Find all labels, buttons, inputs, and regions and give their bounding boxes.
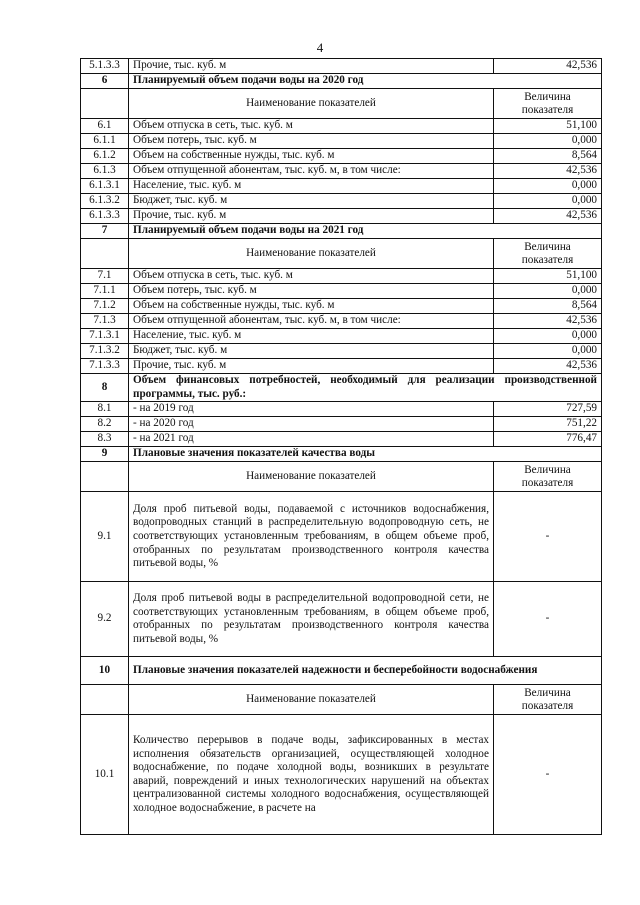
table-row xyxy=(81,417,602,432)
table-row xyxy=(81,329,602,344)
row-number: 6.1.3 xyxy=(81,164,129,179)
column-header-row xyxy=(81,685,602,715)
table-row xyxy=(81,402,602,417)
row-number: 6.1 xyxy=(81,119,129,134)
row-number: 8.3 xyxy=(81,432,129,447)
row-number: 5.1.3.3 xyxy=(81,59,129,74)
row-name: Доля проб питьевой воды в распределительной водопроводной сети, не соответствующих установленным требованиям, в общем объеме проб, отобранных по результатам производственного контроля качества питьевой воды, % xyxy=(129,582,494,657)
row-value: 42,536 xyxy=(494,359,602,374)
section-title: Плановые значения показателей качества воды xyxy=(129,447,602,462)
row-value: 751,22 xyxy=(494,417,602,432)
row-name: Бюджет, тыс. куб. м xyxy=(129,194,494,209)
table-row xyxy=(81,299,602,314)
row-name: Объем отпуска в сеть, тыс. куб. м xyxy=(129,269,494,284)
value-column-header: Величина показателя xyxy=(494,239,602,269)
page-number: 4 xyxy=(316,40,324,55)
row-number: 9.1 xyxy=(81,492,129,582)
row-number: 6.1.2 xyxy=(81,149,129,164)
table-row xyxy=(81,359,602,374)
table-row xyxy=(81,492,602,582)
section-row xyxy=(81,74,602,89)
column-header-row xyxy=(81,89,602,119)
row-value: 0,000 xyxy=(494,194,602,209)
row-name: Объем на собственные нужды, тыс. куб. м xyxy=(129,149,494,164)
section-row xyxy=(81,447,602,462)
row-number: 6.1.1 xyxy=(81,134,129,149)
row-number: 7.1.1 xyxy=(81,284,129,299)
row-name: - на 2020 год xyxy=(129,417,494,432)
name-column-header: Наименование показателей xyxy=(129,462,494,492)
name-column-header: Наименование показателей xyxy=(129,685,494,715)
section-number: 6 xyxy=(81,74,129,89)
header-empty-cell xyxy=(81,239,129,269)
section-row xyxy=(81,657,602,685)
row-value: 0,000 xyxy=(494,284,602,299)
row-name: Объем потерь, тыс. куб. м xyxy=(129,134,494,149)
section-title: Плановые значения показателей надежности и бесперебойности водоснабжения xyxy=(129,657,602,685)
table-row xyxy=(81,134,602,149)
row-value: - xyxy=(494,492,602,582)
row-number: 7.1.3.1 xyxy=(81,329,129,344)
row-name: Бюджет, тыс. куб. м xyxy=(129,344,494,359)
row-name: Объем на собственные нужды, тыс. куб. м xyxy=(129,299,494,314)
row-value: 42,536 xyxy=(494,59,602,74)
row-number: 7.1 xyxy=(81,269,129,284)
column-header-row xyxy=(81,239,602,269)
row-value: 0,000 xyxy=(494,344,602,359)
header-empty-cell xyxy=(81,685,129,715)
section-number: 7 xyxy=(81,224,129,239)
row-name: Количество перерывов в подаче воды, зафиксированных в местах исполнения обязательств организацией, осуществляющей холодное водоснабжение, по подаче холодной воды, возникших в результате аварий, повреждений и иных технологических нарушений на объектах централизованной системы холодного водоснабжения, осуществляющей холодное водоснабжение, в расчете на xyxy=(129,715,494,835)
row-number: 7.1.3.3 xyxy=(81,359,129,374)
row-name: Объем отпущенной абонентам, тыс. куб. м, в том числе: xyxy=(129,314,494,329)
row-value: 0,000 xyxy=(494,329,602,344)
table-row xyxy=(81,149,602,164)
row-number: 6.1.3.2 xyxy=(81,194,129,209)
section-title: Объем финансовых потребностей, необходимый для реализации производственной программы, тыс. руб.: xyxy=(129,374,602,402)
row-number: 6.1.3.1 xyxy=(81,179,129,194)
header-empty-cell xyxy=(81,89,129,119)
row-number: 7.1.3 xyxy=(81,314,129,329)
row-name: Доля проб питьевой воды, подаваемой с источников водоснабжения, водопроводных станций в распределительную водопроводную сеть, не соответствующих установленным требованиям, в общем объеме проб, отобранных по результатам производственного контроля качества питьевой воды, % xyxy=(129,492,494,582)
row-name: Прочие, тыс. куб. м xyxy=(129,209,494,224)
row-number: 9.2 xyxy=(81,582,129,657)
row-value: 42,536 xyxy=(494,164,602,179)
row-name: Прочие, тыс. куб. м xyxy=(129,59,494,74)
table-row xyxy=(81,164,602,179)
section-row xyxy=(81,224,602,239)
table-row xyxy=(81,582,602,657)
row-name: Объем потерь, тыс. куб. м xyxy=(129,284,494,299)
row-name: - на 2019 год xyxy=(129,402,494,417)
row-value: 8,564 xyxy=(494,149,602,164)
table-row xyxy=(81,194,602,209)
section-title: Планируемый объем подачи воды на 2020 год xyxy=(129,74,602,89)
table-row xyxy=(81,59,602,74)
indicators-table xyxy=(80,58,602,835)
name-column-header: Наименование показателей xyxy=(129,239,494,269)
row-value: - xyxy=(494,582,602,657)
row-value: 8,564 xyxy=(494,299,602,314)
value-column-header: Величина показателя xyxy=(494,685,602,715)
value-column-header: Величина показателя xyxy=(494,89,602,119)
section-title: Планируемый объем подачи воды на 2021 год xyxy=(129,224,602,239)
section-number: 10 xyxy=(81,657,129,685)
table-row xyxy=(81,344,602,359)
row-value: 42,536 xyxy=(494,314,602,329)
row-value: 727,59 xyxy=(494,402,602,417)
row-name: Население, тыс. куб. м xyxy=(129,329,494,344)
header-empty-cell xyxy=(81,462,129,492)
row-name: Прочие, тыс. куб. м xyxy=(129,359,494,374)
row-value: 51,100 xyxy=(494,119,602,134)
table-row xyxy=(81,119,602,134)
section-row xyxy=(81,374,602,402)
row-number: 7.1.2 xyxy=(81,299,129,314)
row-value: 51,100 xyxy=(494,269,602,284)
table-row xyxy=(81,209,602,224)
table-row xyxy=(81,432,602,447)
row-value: 0,000 xyxy=(494,179,602,194)
row-name: Объем отпуска в сеть, тыс. куб. м xyxy=(129,119,494,134)
value-column-header: Величина показателя xyxy=(494,462,602,492)
row-name: Население, тыс. куб. м xyxy=(129,179,494,194)
table-row xyxy=(81,179,602,194)
row-value: 776,47 xyxy=(494,432,602,447)
table-row xyxy=(81,284,602,299)
row-name: - на 2021 год xyxy=(129,432,494,447)
name-column-header: Наименование показателей xyxy=(129,89,494,119)
row-number: 6.1.3.3 xyxy=(81,209,129,224)
row-value: - xyxy=(494,715,602,835)
section-number: 9 xyxy=(81,447,129,462)
row-value: 0,000 xyxy=(494,134,602,149)
row-value: 42,536 xyxy=(494,209,602,224)
section-number: 8 xyxy=(81,374,129,402)
row-number: 8.1 xyxy=(81,402,129,417)
row-number: 7.1.3.2 xyxy=(81,344,129,359)
row-number: 8.2 xyxy=(81,417,129,432)
table-row xyxy=(81,314,602,329)
row-number: 10.1 xyxy=(81,715,129,835)
column-header-row xyxy=(81,462,602,492)
table-row xyxy=(81,715,602,835)
row-name: Объем отпущенной абонентам, тыс. куб. м, в том числе: xyxy=(129,164,494,179)
table-row xyxy=(81,269,602,284)
